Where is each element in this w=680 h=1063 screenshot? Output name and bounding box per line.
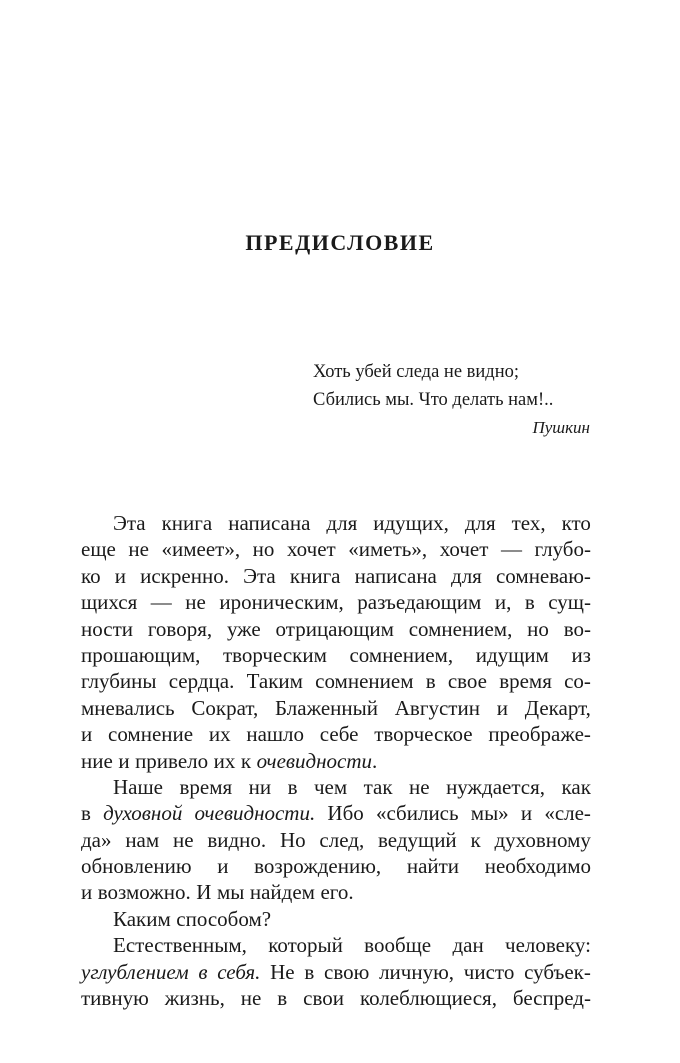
word: хочет xyxy=(439,537,489,562)
word: себе xyxy=(319,722,359,747)
word: след, xyxy=(319,827,365,852)
word: ности xyxy=(81,616,133,641)
word: «имеет», xyxy=(161,537,241,562)
word: сомнением, xyxy=(349,642,454,667)
text-line xyxy=(81,642,591,668)
word: идущих, xyxy=(373,511,449,535)
word: Не xyxy=(270,959,295,984)
word: ко xyxy=(81,563,101,588)
word: к xyxy=(240,748,252,773)
text-line xyxy=(81,510,591,536)
word: не xyxy=(409,774,430,799)
word: найти xyxy=(406,854,460,879)
text-line xyxy=(81,985,591,1011)
word: свои xyxy=(303,986,345,1011)
text-line xyxy=(81,774,591,800)
word: видно. xyxy=(207,827,267,852)
word: — xyxy=(150,590,172,615)
text-line xyxy=(81,879,591,905)
word: Естественным, xyxy=(113,933,247,958)
word: свою xyxy=(324,959,370,984)
word: не xyxy=(172,827,194,852)
word: в xyxy=(198,959,208,984)
word: мы xyxy=(216,880,245,905)
epigraph-author: Пушкин xyxy=(532,418,590,437)
word: Сократ, xyxy=(191,695,259,720)
word: ние xyxy=(81,748,113,773)
word: написана xyxy=(354,563,437,588)
word: в xyxy=(524,590,535,615)
word: сомнение xyxy=(108,722,194,747)
epigraph-line: Хоть убей следа не видно; xyxy=(313,362,519,382)
word: для xyxy=(326,511,358,535)
word: со- xyxy=(564,669,591,694)
epigraph-line: Сбились мы. Что делать нам!.. xyxy=(313,390,554,410)
text-line xyxy=(81,563,591,589)
word: очевидности. xyxy=(194,801,316,826)
word: вообще xyxy=(364,933,432,958)
word: духовной xyxy=(103,801,183,826)
word: время xyxy=(179,774,233,799)
word: для xyxy=(451,563,482,588)
word: но xyxy=(527,616,549,641)
word: «иметь», xyxy=(348,537,428,562)
word: к xyxy=(470,827,481,852)
text-line xyxy=(81,616,591,642)
word: и xyxy=(118,748,130,773)
word: тивную xyxy=(81,986,149,1011)
text-line xyxy=(81,800,591,826)
page-title: ПРЕДИСЛОВИЕ xyxy=(245,230,435,255)
word: необходимо xyxy=(484,854,591,879)
word: углублением xyxy=(81,959,189,984)
word: который xyxy=(268,933,343,958)
word: не xyxy=(240,986,262,1011)
word: нуждается, xyxy=(446,774,546,799)
word: преображе- xyxy=(488,722,591,747)
word: «сбились xyxy=(375,801,459,826)
word: обновлению xyxy=(81,854,192,879)
word: привело xyxy=(135,748,209,773)
word: кто xyxy=(561,511,591,535)
word: искренно. xyxy=(140,563,229,588)
word: сомнением xyxy=(315,669,414,694)
word: Декарт, xyxy=(524,695,591,720)
word: колеблющиеся, xyxy=(359,986,497,1011)
word: время xyxy=(499,669,552,694)
word: чисто xyxy=(463,959,515,984)
word: в xyxy=(304,959,315,984)
word: ироническим, xyxy=(219,590,344,615)
word: Эта xyxy=(243,563,276,588)
word: их xyxy=(208,722,231,747)
text-line xyxy=(81,853,591,879)
word: Каким xyxy=(113,906,171,931)
word: щихся xyxy=(81,590,138,615)
word: личную, xyxy=(379,959,455,984)
word: и xyxy=(81,880,93,905)
word: нам xyxy=(125,827,160,852)
word: Ибо xyxy=(327,801,364,826)
word: творческое xyxy=(374,722,473,747)
word: чем xyxy=(313,774,348,799)
word: . xyxy=(372,748,378,773)
word: жизнь, xyxy=(164,986,225,1011)
word: хочет xyxy=(286,537,336,562)
word: так xyxy=(363,774,393,799)
word: себя. xyxy=(217,959,261,984)
word: их xyxy=(213,748,236,773)
text-line xyxy=(81,906,591,932)
word: во- xyxy=(563,616,591,641)
text-line xyxy=(81,932,591,958)
word: в xyxy=(81,801,91,826)
word: книга xyxy=(289,563,341,588)
word: творческим xyxy=(222,642,327,667)
word: способом? xyxy=(176,906,272,931)
word: нашло xyxy=(246,722,305,747)
word: — xyxy=(500,537,522,562)
body-text xyxy=(81,510,591,1011)
word: для xyxy=(464,511,496,535)
word: сердца. xyxy=(168,669,235,694)
word: тех, xyxy=(511,511,546,535)
word: Эта xyxy=(113,511,146,535)
word: и, xyxy=(494,590,512,615)
word: «сле- xyxy=(544,801,591,826)
word: сомнением, xyxy=(408,616,513,641)
word: в xyxy=(425,669,436,694)
text-line xyxy=(81,959,591,985)
word: его. xyxy=(320,880,354,905)
word: Блаженный xyxy=(275,695,378,720)
text-line xyxy=(81,695,591,721)
text-line xyxy=(81,668,591,694)
word: ведущий xyxy=(378,827,457,852)
word: не xyxy=(128,537,149,562)
word: прошающим, xyxy=(81,642,201,667)
word: книга xyxy=(161,511,213,535)
word: говоря, xyxy=(147,616,213,641)
word: И xyxy=(196,880,212,905)
word: идущим xyxy=(475,642,549,667)
word: и xyxy=(217,854,229,879)
word: написана xyxy=(228,511,311,535)
word: возрождению, xyxy=(254,854,382,879)
word: разъедающим xyxy=(357,590,482,615)
word: не xyxy=(185,590,206,615)
word: и xyxy=(114,563,127,588)
word: духовному xyxy=(494,827,591,852)
word: Наше xyxy=(113,774,163,799)
text-line xyxy=(81,748,591,774)
word: в xyxy=(287,774,298,799)
epigraph xyxy=(313,358,590,442)
word: очевидности xyxy=(256,748,373,773)
word: человеку: xyxy=(505,933,591,958)
word: уже xyxy=(226,616,261,641)
word: Но xyxy=(279,827,306,852)
word: глубины xyxy=(81,669,157,694)
word: сомневаю- xyxy=(495,563,591,588)
word: как xyxy=(561,774,591,799)
word: возможно. xyxy=(97,880,191,905)
word: отрицающим xyxy=(275,616,394,641)
word: из xyxy=(571,642,591,667)
word: дан xyxy=(452,933,484,958)
word: и xyxy=(496,695,508,720)
word: в xyxy=(277,986,288,1011)
word: Августин xyxy=(394,695,480,720)
word: беспред- xyxy=(512,986,591,1011)
text-line xyxy=(81,721,591,747)
word: да» xyxy=(81,827,112,852)
word: и xyxy=(520,801,533,826)
word: Таким xyxy=(246,669,303,694)
text-line xyxy=(81,589,591,615)
word: найдем xyxy=(249,880,315,905)
word: субъек- xyxy=(524,959,591,984)
text-line xyxy=(81,827,591,853)
word: ни xyxy=(248,774,272,799)
word: мневались xyxy=(81,695,175,720)
word: и xyxy=(81,722,93,747)
text-line xyxy=(81,536,591,562)
word: но xyxy=(252,537,275,562)
word: сущ- xyxy=(548,590,591,615)
word: свое xyxy=(447,669,487,694)
word: глубо- xyxy=(534,537,591,562)
word: еще xyxy=(81,537,116,562)
word: мы» xyxy=(470,801,509,826)
